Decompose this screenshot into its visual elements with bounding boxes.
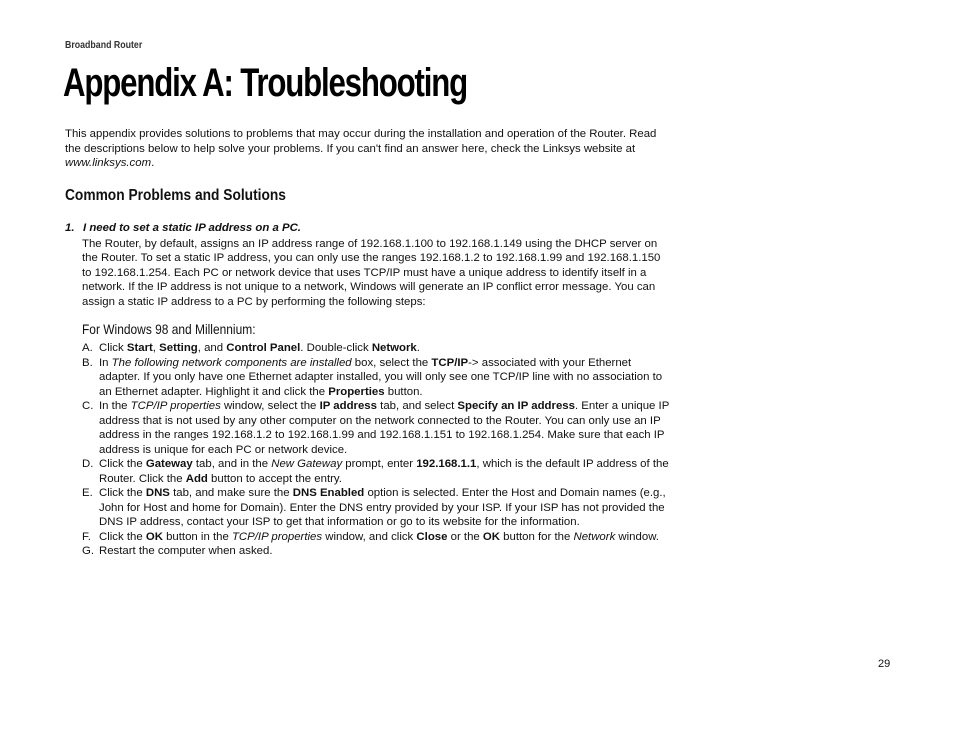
step-item [82, 457, 671, 486]
step-fragment: or the [447, 530, 483, 543]
step-fragment: . Double-click [300, 342, 372, 354]
step-fragment: prompt, enter [342, 458, 417, 470]
step-emphasis: 192.168.1.1 [416, 458, 477, 470]
step-emphasis: OK [482, 530, 501, 543]
step-italic: New Gateway [271, 458, 343, 470]
step-fragment: Restart the computer when asked. [99, 545, 273, 557]
step-text [99, 544, 671, 559]
step-fragment: window. [615, 530, 659, 543]
step-item [82, 544, 671, 559]
steps-list [82, 341, 671, 559]
step-item [82, 356, 671, 400]
step-fragment: option is selected. Enter the Host and Domain names (e.g., John for Host and home for Domain). Enter the DNS entry provided by your ISP. If your ISP has not provided the DNS IP address, contact your ISP to get that information or go to its website for the information. [99, 487, 666, 528]
question-title [65, 221, 671, 236]
question-title-text: I need to set a static IP address on a PC. [83, 222, 301, 234]
step-emphasis: Setting [159, 342, 198, 354]
section-heading: Common Problems and Solutions [65, 187, 286, 204]
step-fragment: Click the [99, 458, 146, 470]
step-text [99, 356, 671, 400]
step-fragment: button for the [500, 530, 574, 543]
step-fragment: Click [99, 342, 127, 354]
step-italic: TCP/IP properties [231, 530, 323, 543]
step-letter: D. [82, 458, 94, 470]
step-emphasis: Add [185, 472, 208, 485]
step-fragment: , which is the default IP address of the Router. Click the [99, 458, 669, 485]
step-letter: A. [82, 342, 93, 354]
step-emphasis: IP address [319, 400, 377, 412]
step-letter: C. [82, 400, 94, 412]
step-fragment: Click the [99, 487, 146, 499]
step-emphasis: Specify an IP address [457, 400, 575, 412]
step-fragment: window, and click [322, 530, 417, 543]
running-header: Broadband Router [65, 40, 143, 51]
step-fragment: window, select the [220, 400, 320, 412]
step-fragment: tab, and in the [192, 458, 272, 470]
intro-end: . [151, 157, 155, 169]
step-fragment: Click the [99, 530, 146, 543]
step-text [99, 341, 671, 356]
page-number: 29 [878, 658, 891, 670]
step-emphasis: DNS [145, 487, 170, 499]
step-item [82, 486, 671, 530]
step-fragment: . Enter a unique IP address that is not used by any other computer on the network connected to the Router. You can only use an IP address in the ranges 192.168.1.2 to 192.168.1.99 and 192.168.1.151 to 192.168.1.254. Make sure that each IP address is unique for each PC or network device. [99, 400, 670, 456]
website-link[interactable]: www.linksys.com [65, 157, 152, 169]
step-italic: TCP/IP properties [130, 400, 221, 412]
step-emphasis: OK [145, 530, 163, 543]
step-fragment: button in the [162, 530, 232, 543]
step-fragment: , [152, 342, 160, 354]
step-emphasis: Properties [328, 385, 385, 398]
step-text [99, 530, 671, 545]
step-fragment: . [416, 342, 420, 354]
step-emphasis: Start [126, 342, 153, 354]
step-emphasis: Gateway [145, 458, 193, 470]
intro-text: This appendix provides solutions to problems that may occur during the installation and operation of the Router. Read the descriptions below to help solve your problems. If you can't find an answer here, check the Linksys website at [65, 128, 657, 155]
step-emphasis: Control Panel [226, 342, 301, 354]
step-italic: The following network components are installed [111, 356, 352, 369]
step-letter: G. [82, 545, 95, 557]
question-number: 1. [65, 222, 75, 234]
page-title: Appendix A: Troubleshooting [63, 61, 468, 105]
step-fragment: tab, and select [376, 400, 458, 412]
step-item [82, 530, 671, 545]
step-text [99, 457, 671, 486]
step-emphasis: Network [371, 342, 417, 354]
intro-paragraph [65, 127, 671, 171]
step-fragment: -> associated with your Ethernet adapter. If you only have one Ethernet adapter installed, you will only see one TCP/IP line with no association to an Ethernet adapter. Highlight it and click the [99, 356, 663, 398]
step-letter: E. [82, 487, 93, 499]
step-letter: B. [82, 356, 93, 369]
step-italic: Network [573, 530, 616, 543]
step-fragment: tab, and make sure the [169, 487, 293, 499]
step-fragment: In the [99, 400, 131, 412]
step-text [99, 399, 671, 457]
step-fragment: In [99, 356, 112, 369]
step-emphasis: TCP/IP [431, 356, 469, 369]
step-item [82, 341, 671, 356]
step-emphasis: Close [416, 530, 448, 543]
step-text [99, 486, 671, 530]
step-fragment: button to accept the entry. [207, 472, 342, 485]
step-fragment: , and [197, 342, 227, 354]
step-fragment: button. [384, 385, 423, 398]
question-body: The Router, by default, assigns an IP address range of 192.168.1.100 to 192.168.1.149 using the DHCP server on the Router. To set a static IP address, you can only use the ranges 192.168.1.2 to 192.168.1.99 and 192.168.1.150 to 192.168.1.254. Each PC or network device that uses TCP/IP must have a unique address to identify itself in a network. If the IP address is not unique to a network, Windows will generate an IP conflict error message. You can assign a static IP address to a PC by performing the following steps: [82, 237, 661, 308]
step-emphasis: DNS Enabled [292, 487, 365, 499]
step-fragment: box, select the [351, 356, 432, 369]
step-letter: F. [82, 530, 91, 543]
question-block [65, 221, 671, 309]
os-subheading: For Windows 98 and Millennium: [82, 322, 256, 337]
step-item [82, 399, 671, 457]
